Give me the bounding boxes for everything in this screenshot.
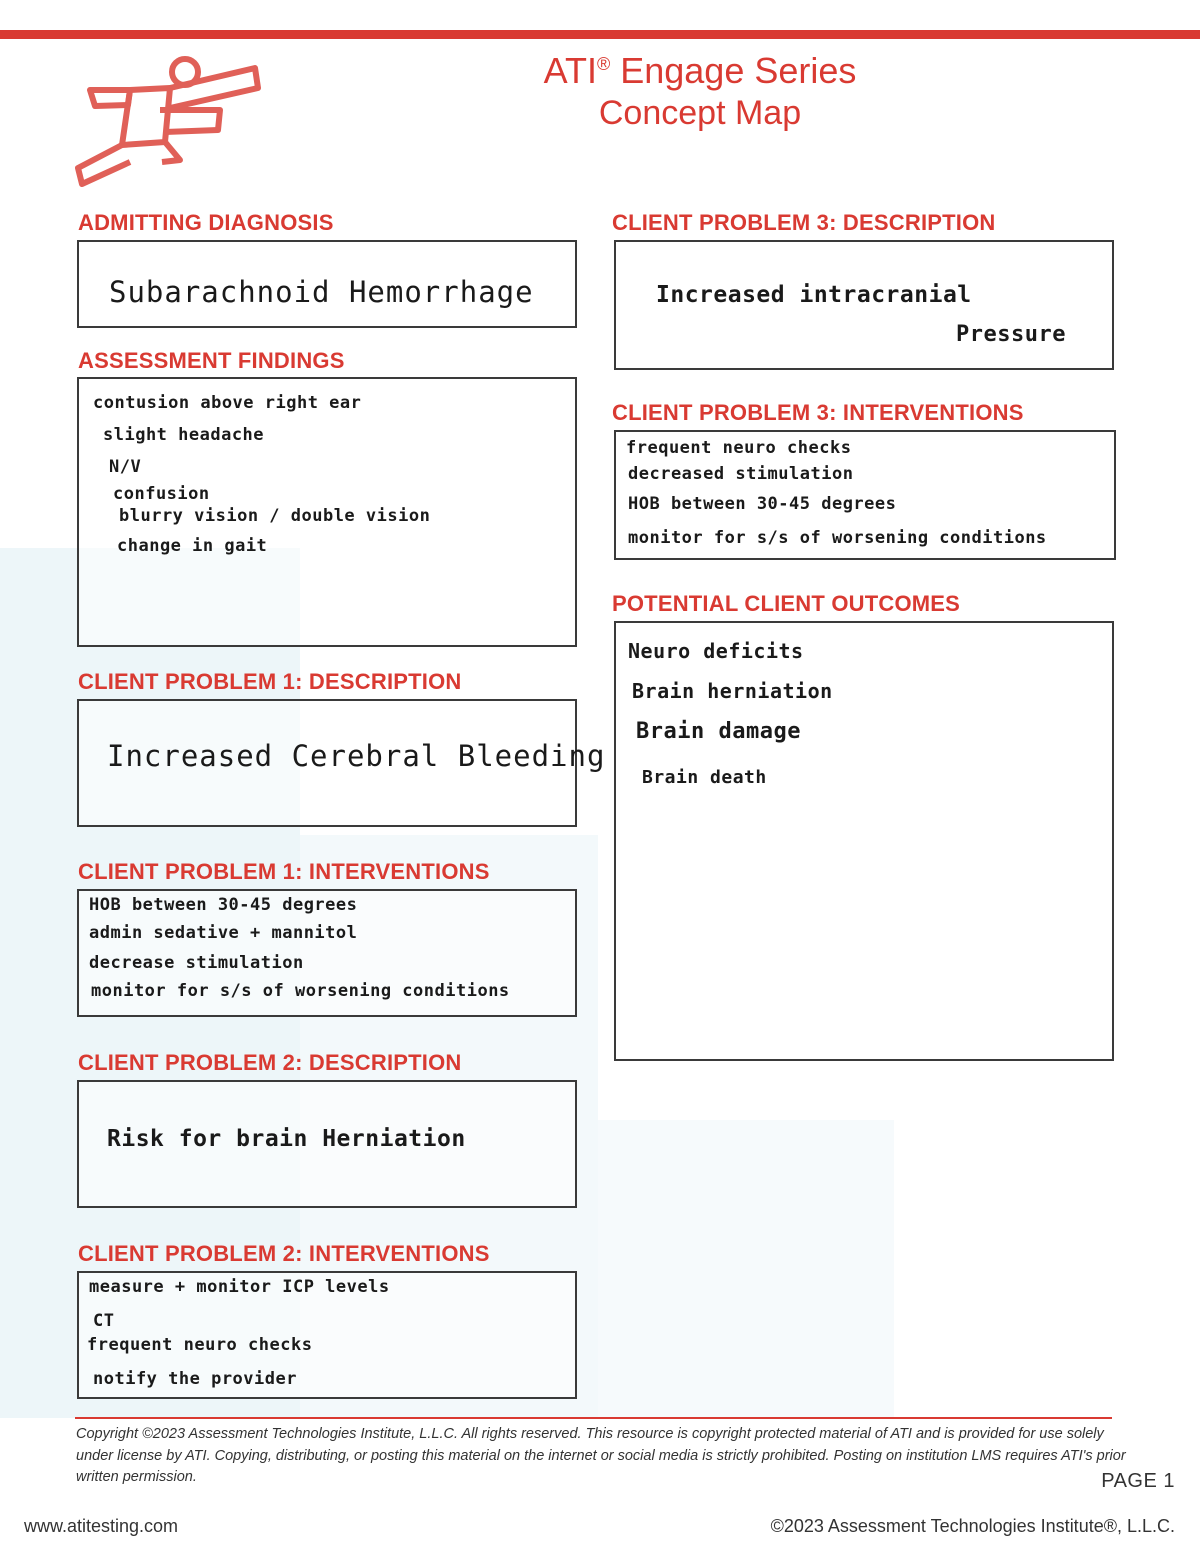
list-item: N/V xyxy=(109,457,142,477)
assessment-findings-label: ASSESSMENT FINDINGS xyxy=(78,348,345,373)
admitting-diagnosis-label: ADMITTING DIAGNOSIS xyxy=(78,210,334,235)
problem2-description-label: CLIENT PROBLEM 2: DESCRIPTION xyxy=(78,1050,462,1075)
list-item: change in gait xyxy=(117,536,268,556)
problem2-interventions-box xyxy=(77,1271,577,1399)
potential-outcomes-box xyxy=(614,621,1114,1061)
list-item: Neuro deficits xyxy=(628,639,804,663)
problem3-description-line2: Pressure xyxy=(956,322,1066,347)
list-item: HOB between 30-45 degrees xyxy=(628,494,897,514)
list-item: monitor for s/s of worsening conditions xyxy=(91,981,510,1001)
list-item: decreased stimulation xyxy=(628,464,854,484)
problem3-description-line1: Increased intracranial xyxy=(656,282,972,308)
copyright-notice: Copyright ©2023 Assessment Technologies Institute, L.L.C. All rights reserved. This resource is copyright protected material of ATI and is provided for use solely under license by ATI. Copying, distributing, or posting this material on the internet or social media is strictly prohibited. Posting on institution LMS requires ATI's prior written permission. xyxy=(76,1426,1126,1485)
problem2-interventions-label: CLIENT PROBLEM 2: INTERVENTIONS xyxy=(78,1241,490,1266)
top-accent-bar xyxy=(0,30,1200,39)
list-item: admin sedative + mannitol xyxy=(89,923,358,943)
problem1-interventions-label: CLIENT PROBLEM 1: INTERVENTIONS xyxy=(78,859,490,884)
list-item: blurry vision / double vision xyxy=(119,506,431,526)
list-item: CT xyxy=(93,1311,115,1331)
list-item: Brain damage xyxy=(636,719,801,744)
admitting-diagnosis-box xyxy=(77,240,577,328)
problem3-description-label: CLIENT PROBLEM 3: DESCRIPTION xyxy=(612,210,996,235)
background-panel xyxy=(598,1120,894,1418)
list-item: slight headache xyxy=(103,425,265,445)
problem1-interventions-box xyxy=(77,889,577,1017)
page-number: PAGE 1 xyxy=(1101,1470,1175,1492)
list-item: measure + monitor ICP levels xyxy=(89,1277,390,1297)
list-item: frequent neuro checks xyxy=(87,1335,313,1355)
problem1-description-value: Increased Cerebral Bleeding xyxy=(107,739,606,773)
assessment-findings-box xyxy=(77,377,577,647)
list-item: Brain herniation xyxy=(632,679,833,703)
website-link[interactable]: www.atitesting.com xyxy=(24,1516,179,1536)
list-item: contusion above right ear xyxy=(93,393,362,413)
problem3-description-box xyxy=(614,240,1114,370)
list-item: decrease stimulation xyxy=(89,953,304,973)
potential-outcomes-label: POTENTIAL CLIENT OUTCOMES xyxy=(612,591,961,616)
ati-figure-logo-icon xyxy=(70,50,270,190)
list-item: confusion xyxy=(113,484,210,504)
brand-subtitle: Concept Map xyxy=(598,94,802,132)
list-item: HOB between 30-45 degrees xyxy=(89,895,358,915)
corporate-notice: ©2023 Assessment Technologies Institute®, L.L.C. xyxy=(770,1516,1175,1536)
brand-title: ATI® Engage Series xyxy=(543,50,857,91)
problem3-interventions-label: CLIENT PROBLEM 3: INTERVENTIONS xyxy=(612,400,1024,425)
list-item: notify the provider xyxy=(93,1369,297,1389)
list-item: Brain death xyxy=(642,767,767,788)
list-item: monitor for s/s of worsening conditions xyxy=(628,528,1047,548)
problem2-description-value: Risk for brain Herniation xyxy=(107,1126,466,1152)
list-item: frequent neuro checks xyxy=(626,438,852,458)
admitting-diagnosis-value: Subarachnoid Hemorrhage xyxy=(109,275,534,309)
problem1-description-label: CLIENT PROBLEM 1: DESCRIPTION xyxy=(78,669,462,694)
problem1-description-box xyxy=(77,699,606,827)
footer-divider xyxy=(75,1417,1112,1419)
problem3-interventions-box xyxy=(614,430,1116,560)
problem2-description-box xyxy=(77,1080,577,1208)
